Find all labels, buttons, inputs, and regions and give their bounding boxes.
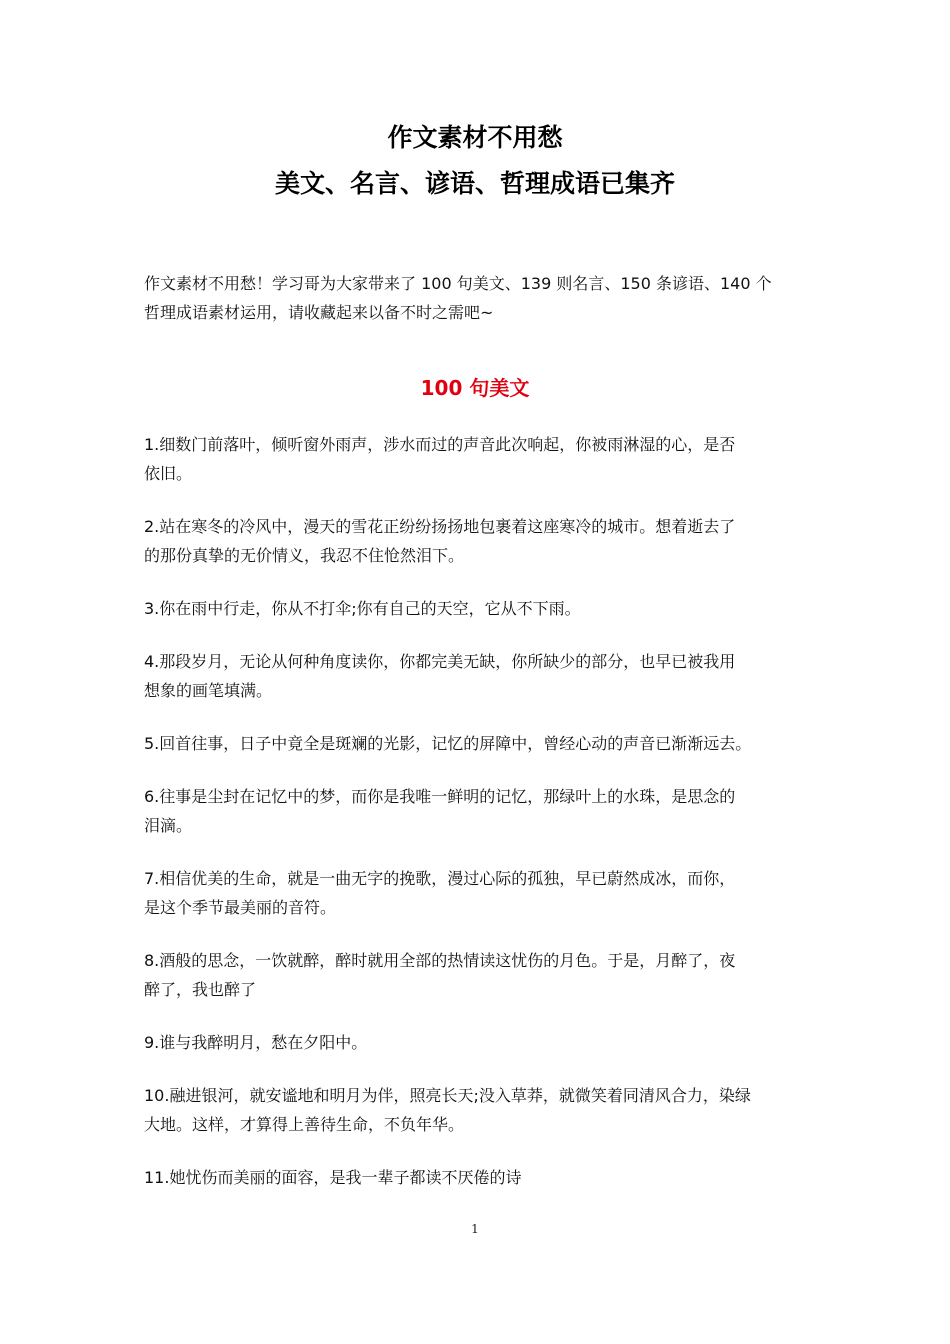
section-heading: 100 句美文	[420, 376, 530, 400]
page-number: 1	[471, 1222, 479, 1236]
intro-paragraph	[144, 269, 814, 327]
list-item	[144, 512, 816, 570]
list-item-line: 8.酒般的思念，一饮就醉，醉时就用全部的热情读这忧伤的月色。于是，月醉了，夜	[144, 951, 736, 970]
list-item-line: 是这个季节最美丽的音符。	[144, 898, 337, 917]
intro-line-1: 作文素材不用愁！学习哥为大家带来了 100 句美文、139 则名言、150 条谚语、140 个	[144, 274, 772, 293]
list-item-line: 9.谁与我醉明月，愁在夕阳中。	[144, 1033, 368, 1052]
list-item-line: 想象的画笔填满。	[144, 681, 273, 700]
list-item-line: 2.站在寒冬的冷风中，漫天的雪花正纷纷扬扬地包裹着这座寒冷的城市。想着逝去了	[144, 517, 736, 536]
list-item	[144, 1028, 816, 1057]
list-item	[144, 729, 816, 758]
list-item	[144, 1163, 816, 1192]
document-title: 作文素材不用愁	[387, 123, 563, 152]
list-item	[144, 946, 816, 1004]
list-item-line: 11.她忧伤而美丽的面容，是我一辈子都读不厌倦的诗	[144, 1168, 522, 1187]
quote-list	[144, 430, 816, 1216]
list-item	[144, 430, 816, 488]
list-item-line: 10.融进银河，就安谧地和明月为伴，照亮长天;没入草莽，就微笑着同清风合力，染绿	[144, 1086, 751, 1105]
document-subtitle: 美文、名言、谚语、哲理成语已集齐	[274, 169, 675, 198]
list-item	[144, 1081, 816, 1139]
list-item-line: 4.那段岁月，无论从何种角度读你，你都完美无缺，你所缺少的部分，也早已被我用	[144, 652, 736, 671]
list-item	[144, 647, 816, 705]
list-item-line: 3.你在雨中行走，你从不打伞;你有自己的天空，它从不下雨。	[144, 599, 581, 618]
list-item-line: 醉了，我也醉了	[144, 980, 257, 999]
list-item-line: 泪滴。	[144, 816, 193, 835]
list-item-line: 的那份真挚的无价情义，我忍不住怆然泪下。	[144, 546, 465, 565]
list-item-line: 大地。这样，才算得上善待生命，不负年华。	[144, 1115, 465, 1134]
intro-line-2: 哲理成语素材运用，请收藏起来以备不时之需吧~	[144, 303, 494, 322]
list-item-line: 5.回首往事，日子中竟全是斑斓的光影，记忆的屏障中，曾经心动的声音已渐渐远去。	[144, 734, 752, 753]
list-item	[144, 782, 816, 840]
list-item-line: 7.相信优美的生命，就是一曲无字的挽歌，漫过心际的孤独，早已蔚然成冰，而你，	[144, 869, 736, 888]
list-item	[144, 864, 816, 922]
list-item	[144, 594, 816, 623]
list-item-line: 6.往事是尘封在记忆中的梦，而你是我唯一鲜明的记忆，那绿叶上的水珠，是思念的	[144, 787, 736, 806]
list-item-line: 依旧。	[144, 464, 193, 483]
list-item-line: 1.细数门前落叶，倾听窗外雨声，涉水而过的声音此次响起，你被雨淋湿的心，是否	[144, 435, 736, 454]
